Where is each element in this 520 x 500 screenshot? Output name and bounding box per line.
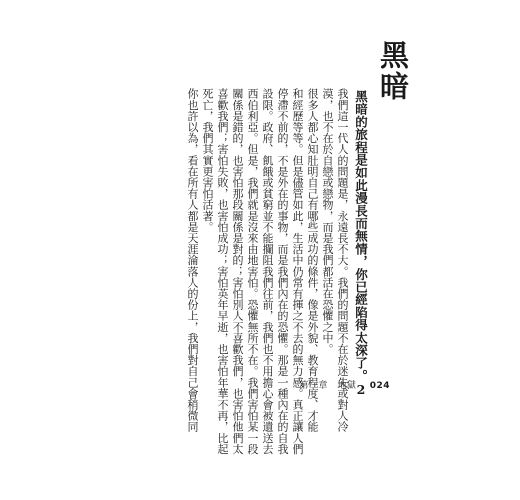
body-line: 漠，也不在於自戀或戀物，而是我們都活在恐懼之中。 [321, 88, 334, 355]
body-line: 我們這一代人的問題是，永遠長不大。我們的問題不在於迷失或對人冷 [336, 88, 349, 433]
page-number: 024 [369, 381, 390, 391]
body-line: 你也許以為，看在所有人都是天涯淪落人的份上，我們對自己會稍微同 [186, 88, 199, 433]
epigraph: 黑暗的旅程是如此漫長而無情，你已經陷得太深了。2 [353, 90, 369, 398]
body-line: 很多人都心知肚明自己有哪些成功的條件，像是外貌、教育程度、才能 [306, 88, 319, 433]
body-line: 西伯利亞。但是，我們就是沒來由地害怕。恐懼無所不在。我們害怕某一段 [246, 88, 259, 455]
page-footer [0, 378, 390, 391]
footer-chapter-label: 第一章 地獄 [299, 381, 357, 391]
body-line: 和經歷等等。但是儘管如此，生活中仍常有揮之不去的無力感。真正讓人們 [291, 88, 304, 455]
body-line: 死亡，我們其實更害怕活著。 [201, 88, 214, 233]
body-line: 停滯不前的，不是外在的事物，而是我們內在的恐懼。那是一種內在的自我 [276, 88, 289, 455]
chapter-title: 黑暗 [376, 40, 410, 102]
body-line: 喜歡我們；害怕失敗，也害怕成功；害怕英年早逝，也害怕年華不再，比起 [216, 88, 229, 455]
body-line: 關係是錯的，也害怕那段關係是對的；害怕別人不喜歡我們，也害怕他們太 [231, 88, 244, 455]
body-line: 設限。政府、飢餓或貧窮並不能攔阻我們往前，我們也不用擔心會被遺送去 [261, 88, 274, 455]
